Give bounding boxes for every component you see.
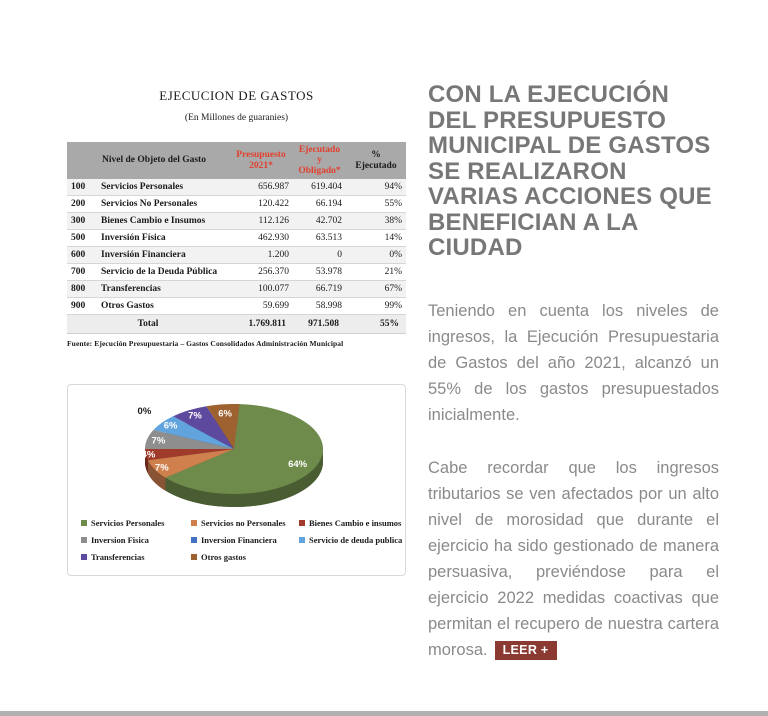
table-cell: Servicio de la Deuda Pública	[97, 264, 229, 281]
table-cell: 1.200	[229, 247, 293, 264]
table-cell: 100.077	[229, 281, 293, 298]
table-cell: Otros Gastos	[97, 298, 229, 315]
article-paragraph-2-text: Cabe recordar que los ingresos tributarios se ven afectados por un alto nivel de morosidad que durante el ejercicio ha sido gestionado de manera persuasiva, previéndose para el ejercicio 2022 medidas coactivas que permitan el recupero de nuestra cartera morosa.	[428, 458, 719, 659]
table-cell: 55%	[346, 196, 406, 213]
legend-item	[81, 518, 191, 528]
total-label: Total	[67, 315, 229, 334]
total-row	[67, 315, 406, 334]
table-cell: 14%	[346, 230, 406, 247]
table-cell: 66.194	[293, 196, 346, 213]
expense-table-body	[67, 179, 406, 315]
table-cell: 0	[293, 247, 346, 264]
table-cell: 59.699	[229, 298, 293, 315]
table-row	[67, 179, 406, 196]
table-cell: 21%	[346, 264, 406, 281]
header-ejecutado: Ejecutado y Obligado*	[293, 142, 346, 179]
pie-slice-label: 7%	[151, 435, 166, 447]
expense-table	[67, 142, 406, 334]
legend-swatch	[299, 520, 305, 526]
total-ejecutado: 971.508	[293, 315, 346, 334]
table-cell: 112.126	[229, 213, 293, 230]
legend-swatch	[191, 520, 197, 526]
table-row	[67, 213, 406, 230]
total-pct: 55%	[346, 315, 406, 334]
table-cell: Inversión Física	[97, 230, 229, 247]
table-cell: 0%	[346, 247, 406, 264]
table-cell: Inversión Financiera	[97, 247, 229, 264]
table-cell: 66.719	[293, 281, 346, 298]
table-row	[67, 281, 406, 298]
pie-slice-label: 6%	[163, 420, 178, 432]
table-row	[67, 230, 406, 247]
legend-item	[299, 518, 405, 528]
table-cell: Servicios Personales	[97, 179, 229, 196]
pie-legend	[81, 518, 405, 562]
legend-label: Servicio de deuda publica	[309, 535, 403, 545]
legend-label: Inversion Financiera	[201, 535, 277, 545]
table-cell: 900	[67, 298, 97, 315]
table-row	[67, 196, 406, 213]
table-cell: 462.930	[229, 230, 293, 247]
table-cell: 120.422	[229, 196, 293, 213]
expense-table-total	[67, 315, 406, 334]
table-cell: 94%	[346, 179, 406, 196]
article-paragraph-2	[428, 455, 719, 663]
pie-chart-panel	[67, 384, 406, 576]
table-cell: 300	[67, 213, 97, 230]
pie-chart-svg	[68, 385, 405, 513]
table-row	[67, 298, 406, 315]
legend-item	[191, 535, 299, 545]
article-paragraph-1: Teniendo en cuenta los niveles de ingresos, la Ejecución Presupuestaria de Gastos del año 2021, alcanzó un 55% de los gastos presupuestados inicialmente.	[428, 301, 719, 424]
table-cell: 99%	[346, 298, 406, 315]
legend-label: Inversion Fisica	[91, 535, 149, 545]
legend-swatch	[191, 554, 197, 560]
pie-slice-label: 0%	[137, 405, 152, 417]
legend-label: Bienes Cambio e insumos	[309, 518, 402, 528]
table-cell: 656.987	[229, 179, 293, 196]
table-cell: 100	[67, 179, 97, 196]
leer-mas-button[interactable]: LEER +	[495, 641, 557, 660]
table-cell: 200	[67, 196, 97, 213]
header-pct: % Ejecutado	[346, 142, 406, 179]
legend-item	[191, 552, 299, 562]
total-presupuesto: 1.769.811	[229, 315, 293, 334]
article-heading: CON LA EJECUCIÓN DEL PRESUPUESTO MUNICIPAL DE GASTOS SE REALIZARON VARIAS ACCIONES QUE BENEFICIAN A LA CIUDAD	[428, 81, 712, 261]
table-cell: Servicios No Personales	[97, 196, 229, 213]
table-cell: 256.370	[229, 264, 293, 281]
table-cell: 600	[67, 247, 97, 264]
legend-label: Transferencias	[91, 552, 145, 562]
table-cell: 38%	[346, 213, 406, 230]
table-row	[67, 247, 406, 264]
chart-subtitle: (En Millones de guaranies)	[184, 113, 289, 123]
table-cell: 63.513	[293, 230, 346, 247]
table-cell: 53.978	[293, 264, 346, 281]
pie-slice-label: 7%	[188, 410, 202, 422]
legend-label: Otros gastos	[201, 552, 246, 562]
chart-title: EJECUCION DE GASTOS	[159, 88, 314, 103]
legend-swatch	[81, 537, 87, 543]
legend-label: Servicios no Personales	[201, 518, 286, 528]
table-cell: Transferencias	[97, 281, 229, 298]
header-presupuesto: Presupuesto 2021*	[229, 142, 293, 179]
article-section	[428, 82, 719, 663]
pie-slice-label: 6%	[218, 408, 232, 420]
header-code	[67, 142, 97, 179]
legend-swatch	[299, 537, 305, 543]
table-cell: 800	[67, 281, 97, 298]
legend-swatch	[191, 537, 197, 543]
header-nivel: Nivel de Objeto del Gasto	[97, 142, 229, 179]
legend-swatch	[81, 520, 87, 526]
legend-item	[81, 552, 191, 562]
table-cell: Bienes Cambio e Insumos	[97, 213, 229, 230]
table-row	[67, 264, 406, 281]
legend-item	[191, 518, 299, 528]
expense-report-section	[67, 88, 406, 348]
bottom-divider-bar	[0, 711, 768, 716]
legend-item	[81, 535, 191, 545]
pie-slice-label: 64%	[288, 459, 308, 471]
table-cell: 67%	[346, 281, 406, 298]
legend-label: Servicios Personales	[91, 518, 165, 528]
table-cell: 500	[67, 230, 97, 247]
table-cell: 619.404	[293, 179, 346, 196]
table-cell: 700	[67, 264, 97, 281]
legend-item	[299, 535, 405, 545]
table-cell: 42.702	[293, 213, 346, 230]
pie-slice-label: 7%	[154, 462, 169, 474]
expense-table-header	[67, 142, 406, 179]
table-cell: 58.998	[293, 298, 346, 315]
pie-slice-label: 4%	[141, 449, 156, 461]
source-note: Fuente: Ejecución Presupuestaria – Gastos Consolidados Administración Municipal	[67, 339, 344, 348]
legend-swatch	[81, 554, 87, 560]
